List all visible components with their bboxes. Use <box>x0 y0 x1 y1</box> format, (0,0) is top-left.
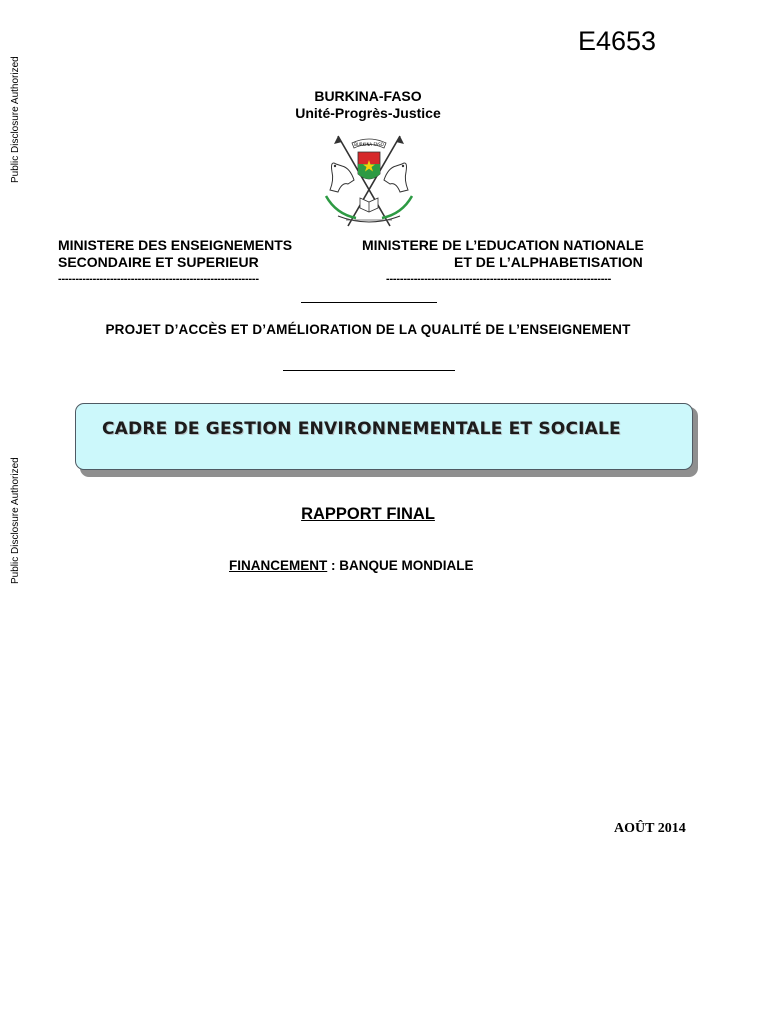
national-motto: Unité-Progrès-Justice <box>295 105 441 121</box>
ministry-left-line2: SECONDAIRE ET SUPERIEUR <box>58 254 259 270</box>
framework-title: CADRE DE GESTION ENVIRONNEMENTALE ET SOCIALE <box>102 419 621 439</box>
report-title: RAPPORT FINAL <box>301 505 435 523</box>
financing-separator: : <box>327 558 340 573</box>
coat-of-arms-emblem <box>316 130 422 230</box>
financing-value: BANQUE MONDIALE <box>339 558 474 573</box>
financing-label: FINANCEMENT <box>229 558 328 573</box>
financing-line <box>229 558 474 573</box>
project-title: PROJET D’ACCÈS ET D’AMÉLIORATION DE LA QUALITÉ DE L’ENSEIGNEMENT <box>105 322 631 337</box>
report-date: AOÛT 2014 <box>614 821 686 836</box>
country-header <box>0 88 736 122</box>
divider-lower <box>283 370 455 371</box>
ministry-right-line1: MINISTERE DE L’EDUCATION NATIONALE <box>362 237 644 253</box>
ministry-left <box>58 237 292 271</box>
disclosure-stamp-bottom: Public Disclosure Authorized <box>10 457 21 584</box>
divider-upper <box>301 302 437 303</box>
framework-title-box <box>75 403 693 470</box>
document-id: E4653 <box>578 26 657 56</box>
country-name: BURKINA-FASO <box>314 88 422 104</box>
ministry-right-line2: ET DE L’ALPHABETISATION <box>454 254 643 270</box>
disclosure-stamp-top: Public Disclosure Authorized <box>10 56 21 183</box>
ministry-left-separator: ---------------------------------------------------------- <box>58 273 259 285</box>
emblem-banner-text: BURKINA FASO <box>354 142 384 147</box>
ministry-left-line1: MINISTERE DES ENSEIGNEMENTS <box>58 237 293 253</box>
ministry-right-separator: ----------------------------------------------------------------- <box>386 273 612 285</box>
